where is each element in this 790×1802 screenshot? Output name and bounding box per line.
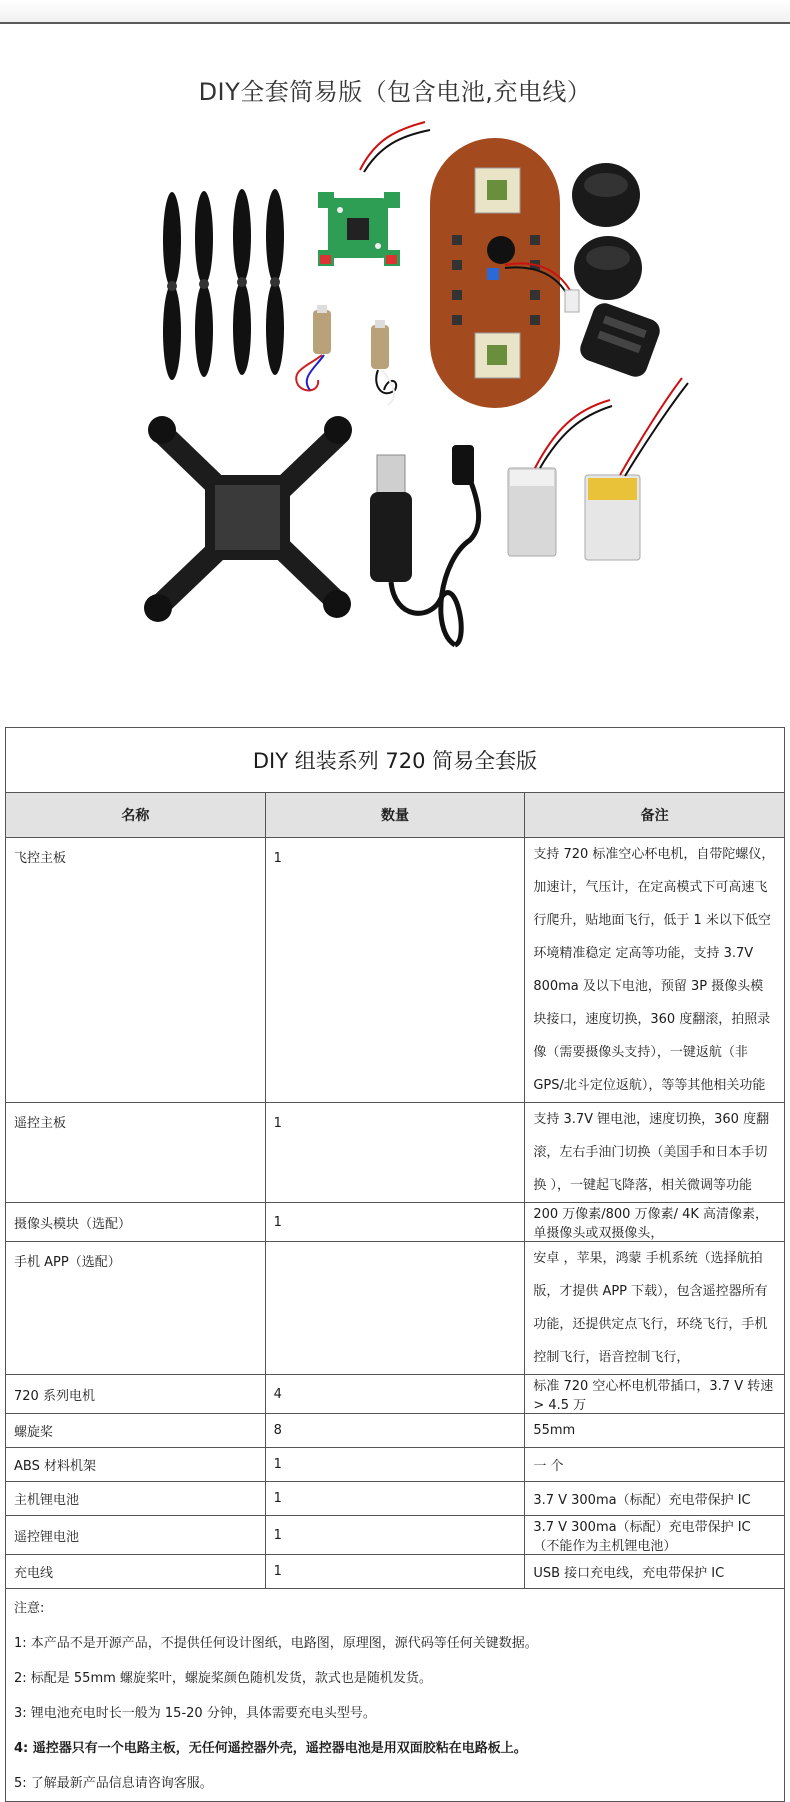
header-qty: 数量 (265, 793, 525, 838)
table-row (6, 1414, 785, 1448)
table-row (6, 838, 785, 1103)
propeller-icon (195, 191, 213, 377)
row-name: 飞控主板 (6, 838, 266, 1103)
row-note: 55mm (525, 1414, 785, 1448)
row-note: 安卓 ，苹果，鸿蒙 手机系统（选择航拍版，才提供 APP 下载），包含遥控器所有功能，还提供定点飞行，环绕飞行，手机控制飞行，语音控制飞行， (525, 1242, 785, 1375)
usb-cable-icon (370, 445, 479, 645)
flight-controller-board (318, 122, 430, 266)
top-band (0, 0, 790, 24)
note-item: 1: 本产品不是开源产品，不提供任何设计图纸，电路图，原理图，源代码等任何关键数据。 (14, 1636, 538, 1651)
table-row (6, 1516, 785, 1555)
row-name: 720 系列电机 (6, 1375, 266, 1414)
propellers-group (163, 189, 284, 380)
table-row (6, 1448, 785, 1482)
row-qty (265, 1242, 525, 1375)
joystick-cap-icon (572, 163, 640, 227)
table-row (6, 1103, 785, 1203)
row-name: 摄像头模块（选配） (6, 1203, 266, 1242)
table-row (6, 1242, 785, 1375)
notes-section (6, 1589, 785, 1802)
spec-header-row (6, 793, 785, 838)
note-item: 5: 了解最新产品信息请咨询客服。 (14, 1776, 213, 1791)
row-name: ABS 材料机架 (6, 1448, 266, 1482)
row-name: 充电线 (6, 1555, 266, 1589)
kit-illustration (0, 100, 790, 700)
row-qty: 1 (265, 1516, 525, 1555)
row-name: 螺旋桨 (6, 1414, 266, 1448)
remote-control-board (430, 138, 579, 408)
row-qty: 1 (265, 1203, 525, 1242)
row-qty: 8 (265, 1414, 525, 1448)
row-qty: 1 (265, 1448, 525, 1482)
row-qty: 1 (265, 1482, 525, 1516)
motor-icon (371, 320, 396, 405)
hero-title: DIY全套简易版（包含电池,充电线） (198, 78, 592, 106)
row-note: 200 万像素/800 万像素/ 4K 高清像素，单摄像头或双摄像头， (525, 1203, 785, 1242)
notes-heading: 注意: (14, 1601, 45, 1616)
row-name: 手机 APP（选配） (6, 1242, 266, 1375)
row-qty: 4 (265, 1375, 525, 1414)
row-note: 标准 720 空心杯电机带插口，3.7 V 转速 > 4.5 万 (525, 1375, 785, 1414)
row-qty: 1 (265, 838, 525, 1103)
row-note: 支持 3.7V 锂电池，速度切换，360 度翻滚，左右手油门切换（美国手和日本手切换 ），一键起飞降落，相关微调等功能 (525, 1103, 785, 1203)
propeller-icon (163, 192, 181, 380)
note-item: 2: 标配是 55mm 螺旋桨叶，螺旋桨颜色随机发货，款式也是随机发货。 (14, 1671, 432, 1686)
frame-icon (144, 416, 352, 622)
header-note: 备注 (525, 793, 785, 838)
battery-holder-icon (577, 300, 663, 380)
propeller-icon (266, 189, 284, 375)
row-note: 3.7 V 300ma（标配）充电带保护 IC（不能作为主机锂电池） (525, 1516, 785, 1555)
joystick-cap-icon (574, 236, 642, 300)
note-item: 4: 遥控器只有一个电路主板，无任何遥控器外壳，遥控器电池是用双面胶粘在电路板上。 (14, 1741, 527, 1756)
row-qty: 1 (265, 1103, 525, 1203)
spec-title: DIY 组装系列 720 简易全套版 (6, 728, 785, 793)
battery-icon (585, 378, 688, 560)
row-name: 遥控主板 (6, 1103, 266, 1203)
row-name: 遥控锂电池 (6, 1516, 266, 1555)
table-row (6, 1482, 785, 1516)
header-name: 名称 (6, 793, 266, 838)
motor-icon (296, 305, 331, 390)
note-item: 3: 锂电池充电时长一般为 15-20 分钟，具体需要充电头型号。 (14, 1706, 376, 1721)
table-row (6, 1555, 785, 1589)
row-qty: 1 (265, 1555, 525, 1589)
table-row (6, 1375, 785, 1414)
row-note: 支持 720 标准空心杯电机，自带陀螺仪，加速计，气压计，在定高模式下可高速飞行爬升，贴地面飞行，低于 1 米以下低空环境精准稳定 定高等功能，支持 3.7V 800ma 及以下电池，预留 3P 摄像头模块接口，速度切换，360 度翻滚，拍照录像（需要摄像头支持），一键返航（非 GPS/北斗定位返航），等等其他相关功能 (525, 838, 785, 1103)
row-note: 一 个 (525, 1448, 785, 1482)
row-note: 3.7 V 300ma（标配）充电带保护 IC (525, 1482, 785, 1516)
row-name: 主机锂电池 (6, 1482, 266, 1516)
spec-table (5, 727, 785, 1802)
table-row (6, 1203, 785, 1242)
propeller-icon (233, 189, 251, 375)
row-note: USB 接口充电线，充电带保护 IC (525, 1555, 785, 1589)
